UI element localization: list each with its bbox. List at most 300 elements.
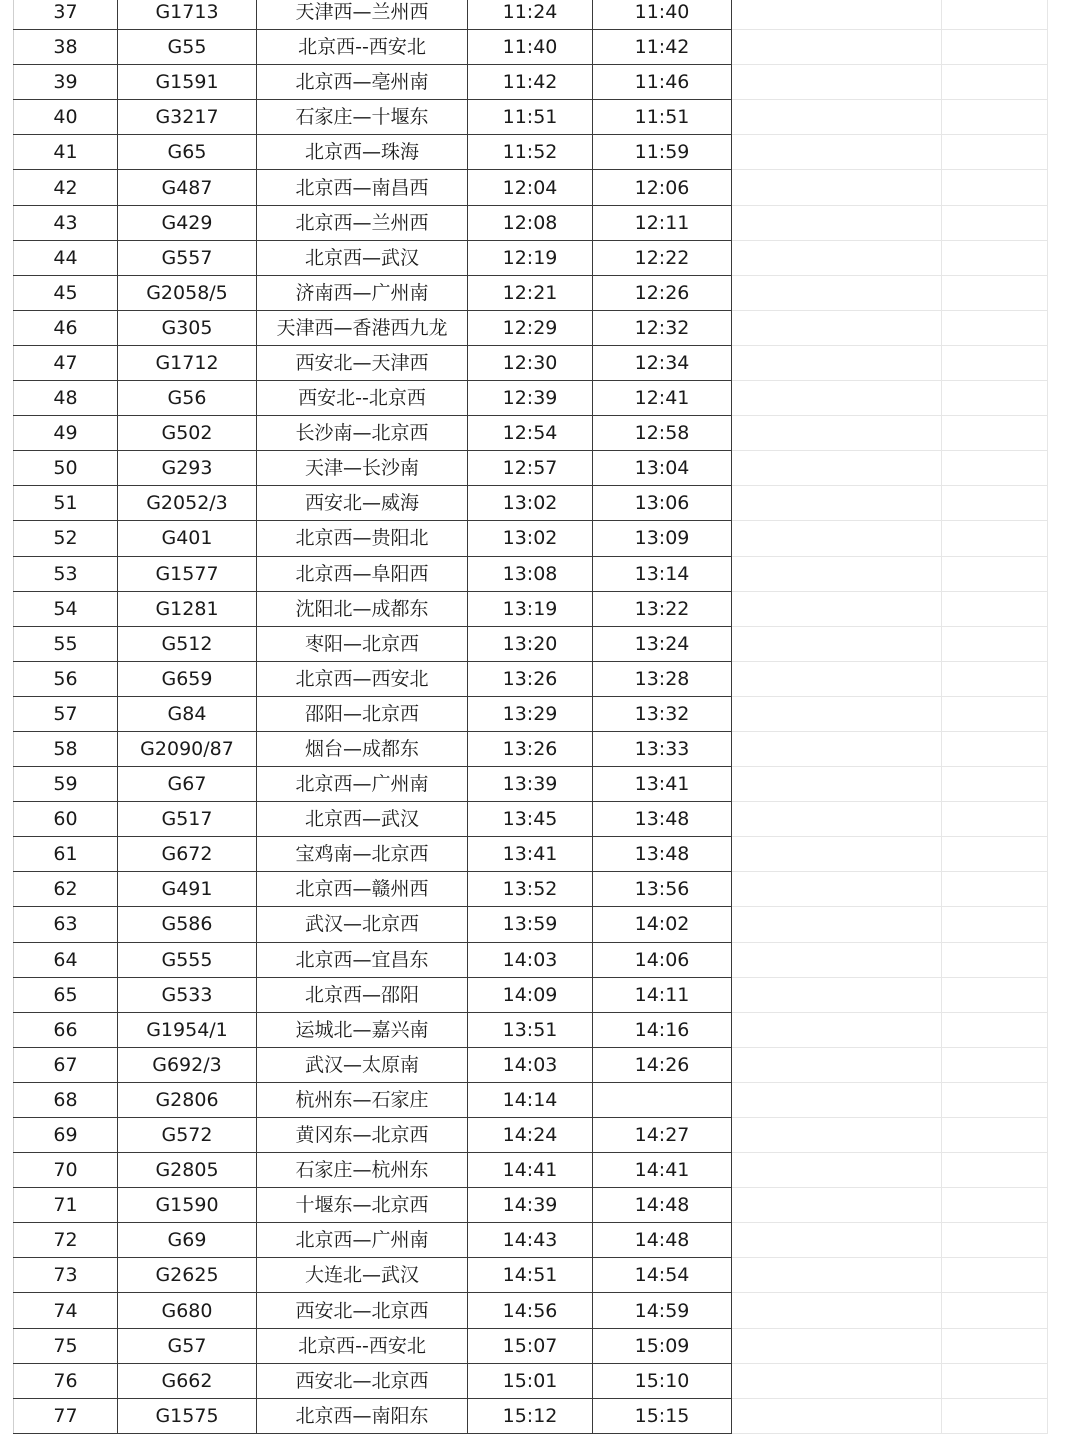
departure-time-cell: 12:11 [593,205,732,240]
empty-cell [942,65,1048,100]
table-row [14,30,1048,65]
arrival-time-cell: 12:54 [468,416,593,451]
arrival-time-cell: 12:29 [468,310,593,345]
departure-time-cell: 13:28 [593,661,732,696]
empty-cell [942,310,1048,345]
row-number-cell: 38 [14,30,118,65]
empty-cell [732,170,942,205]
arrival-time-cell: 12:30 [468,345,593,380]
table-row [14,907,1048,942]
arrival-time-cell: 14:09 [468,977,593,1012]
empty-cell [732,486,942,521]
row-number-cell: 54 [14,591,118,626]
train-number-cell: G659 [118,661,257,696]
departure-time-cell: 14:59 [593,1293,732,1328]
row-number-cell: 61 [14,837,118,872]
table-row [14,170,1048,205]
train-number-cell: G2806 [118,1082,257,1117]
empty-cell [732,1188,942,1223]
empty-cell [732,100,942,135]
arrival-time-cell: 14:14 [468,1082,593,1117]
empty-cell [732,591,942,626]
empty-cell [942,100,1048,135]
empty-cell [732,767,942,802]
route-cell: 沈阳北—成都东 [257,591,468,626]
route-cell: 黄冈东—北京西 [257,1118,468,1153]
train-number-cell: G3217 [118,100,257,135]
empty-cell [732,907,942,942]
route-cell: 西安北—威海 [257,486,468,521]
route-cell: 石家庄—杭州东 [257,1153,468,1188]
empty-cell [732,65,942,100]
departure-time-cell: 13:48 [593,837,732,872]
table-row [14,381,1048,416]
row-number-cell: 70 [14,1153,118,1188]
departure-time-cell: 11:59 [593,135,732,170]
table-row [14,1328,1048,1363]
arrival-time-cell: 13:26 [468,731,593,766]
empty-cell [732,1363,942,1398]
departure-time-cell: 12:06 [593,170,732,205]
table-row [14,731,1048,766]
empty-cell [732,731,942,766]
train-number-cell: G1577 [118,556,257,591]
train-number-cell: G672 [118,837,257,872]
departure-time-cell: 14:02 [593,907,732,942]
empty-cell [732,345,942,380]
train-number-cell: G1591 [118,65,257,100]
train-number-cell: G84 [118,696,257,731]
arrival-time-cell: 14:03 [468,1047,593,1082]
train-number-cell: G680 [118,1293,257,1328]
table-row [14,696,1048,731]
route-cell: 石家庄—十堰东 [257,100,468,135]
route-cell: 长沙南—北京西 [257,416,468,451]
table-row [14,1398,1048,1433]
row-number-cell: 65 [14,977,118,1012]
train-number-cell: G491 [118,872,257,907]
departure-time-cell: 11:42 [593,30,732,65]
table-row [14,65,1048,100]
empty-cell [732,1223,942,1258]
row-number-cell: 62 [14,872,118,907]
route-cell: 运城北—嘉兴南 [257,1012,468,1047]
departure-time-cell: 13:48 [593,802,732,837]
table-row [14,977,1048,1012]
arrival-time-cell: 13:08 [468,556,593,591]
arrival-time-cell: 14:24 [468,1118,593,1153]
table-row [14,0,1048,30]
empty-cell [942,1363,1048,1398]
route-cell: 北京西—南昌西 [257,170,468,205]
empty-cell [942,275,1048,310]
row-number-cell: 40 [14,100,118,135]
departure-time-cell: 14:16 [593,1012,732,1047]
empty-cell [732,1293,942,1328]
empty-cell [732,872,942,907]
arrival-time-cell: 13:29 [468,696,593,731]
table-row [14,100,1048,135]
train-number-cell: G55 [118,30,257,65]
arrival-time-cell: 14:51 [468,1258,593,1293]
arrival-time-cell: 14:41 [468,1153,593,1188]
route-cell: 烟台—成都东 [257,731,468,766]
table-row [14,451,1048,486]
empty-cell [942,240,1048,275]
row-number-cell: 53 [14,556,118,591]
empty-cell [942,731,1048,766]
train-number-cell: G555 [118,942,257,977]
train-number-cell: G572 [118,1118,257,1153]
empty-cell [942,345,1048,380]
train-number-cell: G533 [118,977,257,1012]
departure-time-cell: 11:51 [593,100,732,135]
route-cell: 西安北--北京西 [257,381,468,416]
row-number-cell: 67 [14,1047,118,1082]
departure-time-cell: 14:54 [593,1258,732,1293]
empty-cell [732,135,942,170]
empty-cell [732,977,942,1012]
departure-time-cell: 15:15 [593,1398,732,1433]
empty-cell [942,907,1048,942]
table-row [14,521,1048,556]
empty-cell [732,696,942,731]
arrival-time-cell: 12:57 [468,451,593,486]
arrival-time-cell: 15:07 [468,1328,593,1363]
row-number-cell: 76 [14,1363,118,1398]
route-cell: 北京西—广州南 [257,767,468,802]
empty-cell [732,521,942,556]
departure-time-cell: 13:14 [593,556,732,591]
train-number-cell: G517 [118,802,257,837]
train-number-cell: G2090/87 [118,731,257,766]
row-number-cell: 47 [14,345,118,380]
table-row [14,416,1048,451]
arrival-time-cell: 11:40 [468,30,593,65]
row-number-cell: 72 [14,1223,118,1258]
departure-time-cell: 14:48 [593,1223,732,1258]
empty-cell [732,626,942,661]
row-number-cell: 56 [14,661,118,696]
timetable-body [14,0,1048,1433]
train-number-cell: G401 [118,521,257,556]
train-number-cell: G586 [118,907,257,942]
table-row [14,345,1048,380]
departure-time-cell: 14:48 [593,1188,732,1223]
departure-time-cell: 14:11 [593,977,732,1012]
row-number-cell: 75 [14,1328,118,1363]
row-number-cell: 71 [14,1188,118,1223]
empty-cell [942,521,1048,556]
row-number-cell: 73 [14,1258,118,1293]
empty-cell [942,872,1048,907]
route-cell: 北京西--西安北 [257,1328,468,1363]
train-number-cell: G2052/3 [118,486,257,521]
departure-time-cell: 15:10 [593,1363,732,1398]
route-cell: 北京西—武汉 [257,802,468,837]
route-cell: 杭州东—石家庄 [257,1082,468,1117]
route-cell: 北京西—广州南 [257,1223,468,1258]
table-row [14,1293,1048,1328]
row-number-cell: 51 [14,486,118,521]
departure-time-cell: 13:24 [593,626,732,661]
departure-time-cell [593,1082,732,1117]
departure-time-cell: 11:40 [593,0,732,30]
row-number-cell: 59 [14,767,118,802]
empty-cell [732,416,942,451]
table-row [14,661,1048,696]
empty-cell [732,1047,942,1082]
empty-cell [732,30,942,65]
row-number-cell: 42 [14,170,118,205]
row-number-cell: 57 [14,696,118,731]
train-number-cell: G1954/1 [118,1012,257,1047]
row-number-cell: 48 [14,381,118,416]
empty-cell [732,240,942,275]
departure-time-cell: 14:41 [593,1153,732,1188]
empty-cell [942,1398,1048,1433]
empty-cell [942,1328,1048,1363]
arrival-time-cell: 12:04 [468,170,593,205]
arrival-time-cell: 12:21 [468,275,593,310]
train-number-cell: G487 [118,170,257,205]
route-cell: 北京西—邵阳 [257,977,468,1012]
arrival-time-cell: 11:51 [468,100,593,135]
empty-cell [942,977,1048,1012]
departure-time-cell: 13:41 [593,767,732,802]
train-number-cell: G67 [118,767,257,802]
table-row [14,1258,1048,1293]
empty-cell [942,1223,1048,1258]
empty-cell [732,381,942,416]
departure-time-cell: 13:33 [593,731,732,766]
empty-cell [732,1012,942,1047]
train-number-cell: G1713 [118,0,257,30]
arrival-time-cell: 13:45 [468,802,593,837]
arrival-time-cell: 14:43 [468,1223,593,1258]
departure-time-cell: 12:26 [593,275,732,310]
row-number-cell: 49 [14,416,118,451]
train-number-cell: G557 [118,240,257,275]
route-cell: 枣阳—北京西 [257,626,468,661]
arrival-time-cell: 13:51 [468,1012,593,1047]
route-cell: 北京西—南阳东 [257,1398,468,1433]
departure-time-cell: 12:32 [593,310,732,345]
departure-time-cell: 13:06 [593,486,732,521]
empty-cell [732,310,942,345]
departure-time-cell: 13:56 [593,872,732,907]
departure-time-cell: 14:27 [593,1118,732,1153]
row-number-cell: 74 [14,1293,118,1328]
arrival-time-cell: 13:52 [468,872,593,907]
empty-cell [732,1328,942,1363]
route-cell: 北京西—兰州西 [257,205,468,240]
empty-cell [942,626,1048,661]
table-row [14,310,1048,345]
empty-cell [942,1293,1048,1328]
train-number-cell: G305 [118,310,257,345]
empty-cell [942,1012,1048,1047]
departure-time-cell: 12:58 [593,416,732,451]
row-number-cell: 69 [14,1118,118,1153]
route-cell: 济南西—广州南 [257,275,468,310]
train-number-cell: G1590 [118,1188,257,1223]
train-timetable [13,0,1048,1434]
departure-time-cell: 14:26 [593,1047,732,1082]
train-number-cell: G2058/5 [118,275,257,310]
arrival-time-cell: 13:41 [468,837,593,872]
route-cell: 武汉—太原南 [257,1047,468,1082]
row-number-cell: 43 [14,205,118,240]
table-row [14,275,1048,310]
departure-time-cell: 15:09 [593,1328,732,1363]
table-row [14,1223,1048,1258]
empty-cell [732,0,942,30]
arrival-time-cell: 13:26 [468,661,593,696]
row-number-cell: 77 [14,1398,118,1433]
route-cell: 北京西—贵阳北 [257,521,468,556]
route-cell: 西安北—北京西 [257,1363,468,1398]
empty-cell [942,942,1048,977]
empty-cell [942,802,1048,837]
arrival-time-cell: 14:03 [468,942,593,977]
empty-cell [942,696,1048,731]
empty-cell [942,1118,1048,1153]
train-number-cell: G1281 [118,591,257,626]
table-row [14,1047,1048,1082]
train-number-cell: G293 [118,451,257,486]
arrival-time-cell: 13:20 [468,626,593,661]
route-cell: 北京西—阜阳西 [257,556,468,591]
train-number-cell: G1712 [118,345,257,380]
route-cell: 天津西—兰州西 [257,0,468,30]
empty-cell [732,1153,942,1188]
empty-cell [942,591,1048,626]
arrival-time-cell: 12:19 [468,240,593,275]
empty-cell [732,1118,942,1153]
arrival-time-cell: 13:59 [468,907,593,942]
train-number-cell: G429 [118,205,257,240]
arrival-time-cell: 14:56 [468,1293,593,1328]
empty-cell [942,1258,1048,1293]
empty-cell [732,205,942,240]
empty-cell [942,170,1048,205]
train-number-cell: G2805 [118,1153,257,1188]
empty-cell [732,1398,942,1433]
route-cell: 邵阳—北京西 [257,696,468,731]
row-number-cell: 46 [14,310,118,345]
table-row [14,135,1048,170]
row-number-cell: 64 [14,942,118,977]
table-row [14,205,1048,240]
train-number-cell: G56 [118,381,257,416]
table-row [14,802,1048,837]
table-row [14,486,1048,521]
train-number-cell: G69 [118,1223,257,1258]
empty-cell [732,556,942,591]
row-number-cell: 63 [14,907,118,942]
arrival-time-cell: 12:08 [468,205,593,240]
route-cell: 北京西--西安北 [257,30,468,65]
table-row [14,591,1048,626]
row-number-cell: 52 [14,521,118,556]
empty-cell [732,942,942,977]
train-number-cell: G502 [118,416,257,451]
empty-cell [732,1258,942,1293]
route-cell: 天津西—香港西九龙 [257,310,468,345]
arrival-time-cell: 11:42 [468,65,593,100]
route-cell: 北京西—赣州西 [257,872,468,907]
route-cell: 西安北—北京西 [257,1293,468,1328]
departure-time-cell: 12:34 [593,345,732,380]
empty-cell [732,837,942,872]
empty-cell [732,451,942,486]
empty-cell [942,451,1048,486]
departure-time-cell: 14:06 [593,942,732,977]
route-cell: 北京西—西安北 [257,661,468,696]
train-number-cell: G2625 [118,1258,257,1293]
row-number-cell: 39 [14,65,118,100]
empty-cell [942,30,1048,65]
empty-cell [942,556,1048,591]
empty-cell [942,205,1048,240]
table-row [14,1118,1048,1153]
departure-time-cell: 12:22 [593,240,732,275]
row-number-cell: 45 [14,275,118,310]
empty-cell [942,837,1048,872]
table-row [14,1153,1048,1188]
row-number-cell: 60 [14,802,118,837]
empty-cell [942,1153,1048,1188]
arrival-time-cell: 13:19 [468,591,593,626]
empty-cell [732,661,942,696]
table-row [14,556,1048,591]
arrival-time-cell: 11:52 [468,135,593,170]
train-number-cell: G512 [118,626,257,661]
departure-time-cell: 12:41 [593,381,732,416]
route-cell: 北京西—珠海 [257,135,468,170]
route-cell: 十堰东—北京西 [257,1188,468,1223]
arrival-time-cell: 13:39 [468,767,593,802]
train-number-cell: G57 [118,1328,257,1363]
empty-cell [942,1188,1048,1223]
route-cell: 西安北—天津西 [257,345,468,380]
arrival-time-cell: 13:02 [468,486,593,521]
route-cell: 大连北—武汉 [257,1258,468,1293]
row-number-cell: 41 [14,135,118,170]
empty-cell [732,275,942,310]
route-cell: 武汉—北京西 [257,907,468,942]
arrival-time-cell: 12:39 [468,381,593,416]
train-number-cell: G662 [118,1363,257,1398]
table-row [14,626,1048,661]
route-cell: 天津—长沙南 [257,451,468,486]
route-cell: 北京西—宜昌东 [257,942,468,977]
row-number-cell: 55 [14,626,118,661]
empty-cell [942,0,1048,30]
empty-cell [942,661,1048,696]
table-row [14,872,1048,907]
arrival-time-cell: 15:01 [468,1363,593,1398]
table-row [14,767,1048,802]
empty-cell [732,1082,942,1117]
table-row [14,942,1048,977]
empty-cell [942,486,1048,521]
table-row [14,837,1048,872]
departure-time-cell: 13:32 [593,696,732,731]
empty-cell [942,767,1048,802]
row-number-cell: 68 [14,1082,118,1117]
